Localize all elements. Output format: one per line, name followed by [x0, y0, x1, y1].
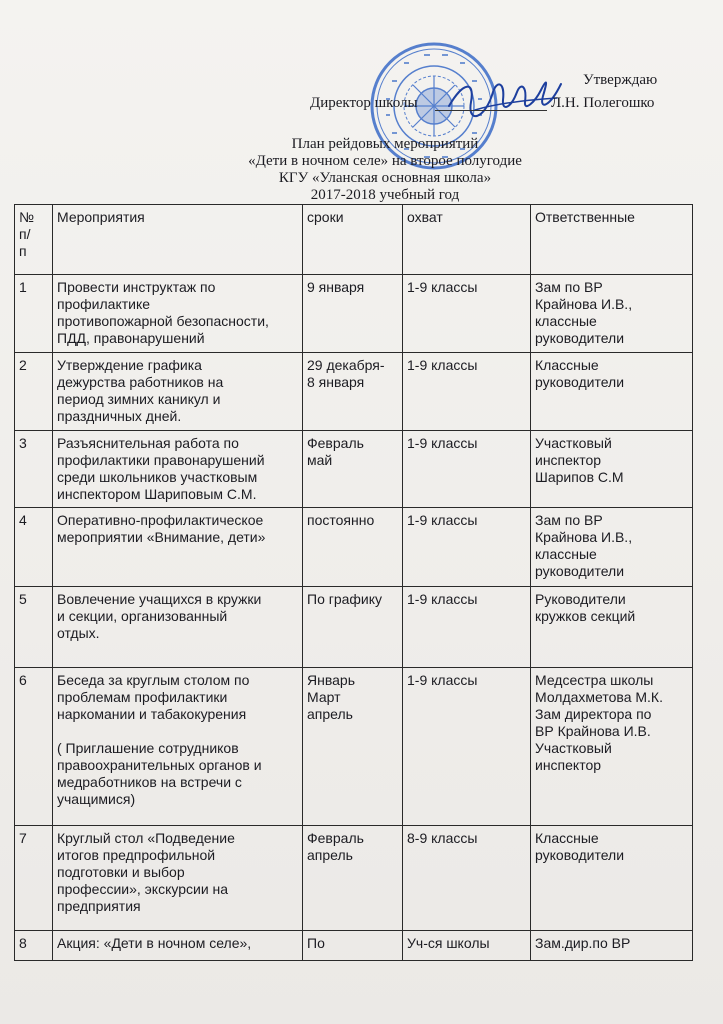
- document-title: [150, 136, 620, 204]
- row-event: Оперативно-профилактическое мероприятии «Внимание, дети»: [53, 508, 303, 587]
- row-event-main: Беседа за круглым столом по проблемам профилактики наркомании и табакокурения: [57, 672, 250, 722]
- title-line-2: «Дети в ночном селе» на второе полугодие: [248, 153, 522, 169]
- row-scope: 1-9 классы: [403, 353, 531, 431]
- signature-line: [435, 110, 547, 111]
- row-num: 4: [15, 508, 53, 587]
- row-responsible: Участковый инспектор Шарипов С.М: [531, 431, 693, 508]
- table-row: [15, 431, 693, 508]
- row-responsible: Медсестра школы Молдахметова М.К. Зам директора по ВР Крайнова И.В. Участковый инспектор: [531, 668, 693, 826]
- row-responsible: Зам.дир.по ВР: [531, 931, 693, 961]
- director-signature-icon: [445, 62, 565, 132]
- header-term: сроки: [303, 205, 403, 275]
- row-term: По графику: [303, 587, 403, 668]
- row-term: 29 декабря- 8 января: [303, 353, 403, 431]
- row-term: 9 января: [303, 275, 403, 353]
- row-num: 2: [15, 353, 53, 431]
- row-num: 6: [15, 668, 53, 826]
- row-term: постоянно: [303, 508, 403, 587]
- table-row: [15, 931, 693, 961]
- table-row: [15, 508, 693, 587]
- table-row: [15, 668, 693, 826]
- row-event: Разъяснительная работа по профилактики правонарушений среди школьников участковым инспектором Шариповым С.М.: [53, 431, 303, 508]
- title-line-1: План рейдовых мероприятий: [291, 136, 479, 152]
- row-num: 3: [15, 431, 53, 508]
- title-line-3: КГУ «Уланская основная школа»: [278, 170, 492, 186]
- header-num: № п/ п: [15, 205, 53, 275]
- row-scope: 1-9 классы: [403, 668, 531, 826]
- header-responsible: Ответственные: [531, 205, 693, 275]
- table-header-row: [15, 205, 693, 275]
- row-num: 8: [15, 931, 53, 961]
- row-scope: 1-9 классы: [403, 508, 531, 587]
- row-scope: 1-9 классы: [403, 587, 531, 668]
- table-row: [15, 275, 693, 353]
- row-event: [53, 668, 303, 826]
- header-scope: охват: [403, 205, 531, 275]
- row-responsible: Зам по ВР Крайнова И.В., классные руководители: [531, 275, 693, 353]
- row-num: 7: [15, 826, 53, 931]
- row-event-note: ( Приглашение сотрудников правоохранительных органов и медработников на встречи с учащимися): [57, 740, 262, 807]
- row-event: Акция: «Дети в ночном селе»,: [53, 931, 303, 961]
- row-responsible: Классные руководители: [531, 353, 693, 431]
- row-scope: 1-9 классы: [403, 431, 531, 508]
- row-event: Провести инструктаж по профилактике противопожарной безопасности, ПДД, правонарушений: [53, 275, 303, 353]
- row-scope: 1-9 классы: [403, 275, 531, 353]
- director-name: Л.Н. Полегошко: [551, 95, 655, 111]
- row-event: Утверждение графика дежурства работников на период зимних каникул и праздничных дней.: [53, 353, 303, 431]
- table-row: [15, 587, 693, 668]
- table-row: [15, 353, 693, 431]
- row-scope: Уч-ся школы: [403, 931, 531, 961]
- approve-label: Утверждаю: [583, 72, 658, 88]
- row-term: По: [303, 931, 403, 961]
- row-responsible: Зам по ВР Крайнова И.В., классные руководители: [531, 508, 693, 587]
- row-term: Февраль май: [303, 431, 403, 508]
- row-term: Февраль апрель: [303, 826, 403, 931]
- row-responsible: Классные руководители: [531, 826, 693, 931]
- events-plan-table: [14, 204, 693, 961]
- row-responsible: Руководители кружков секций: [531, 587, 693, 668]
- table-row: [15, 826, 693, 931]
- row-num: 5: [15, 587, 53, 668]
- row-event: Вовлечение учащихся в кружки и секции, организованный отдых.: [53, 587, 303, 668]
- director-label: Директор школы: [310, 95, 418, 111]
- row-term: Январь Март апрель: [303, 668, 403, 826]
- title-line-4: 2017-2018 учебный год: [310, 187, 460, 203]
- header-event: Мероприятия: [53, 205, 303, 275]
- row-num: 1: [15, 275, 53, 353]
- row-scope: 8-9 классы: [403, 826, 531, 931]
- row-event: Круглый стол «Подведение итогов предпрофильной подготовки и выбор профессии», экскурсии на предприятия: [53, 826, 303, 931]
